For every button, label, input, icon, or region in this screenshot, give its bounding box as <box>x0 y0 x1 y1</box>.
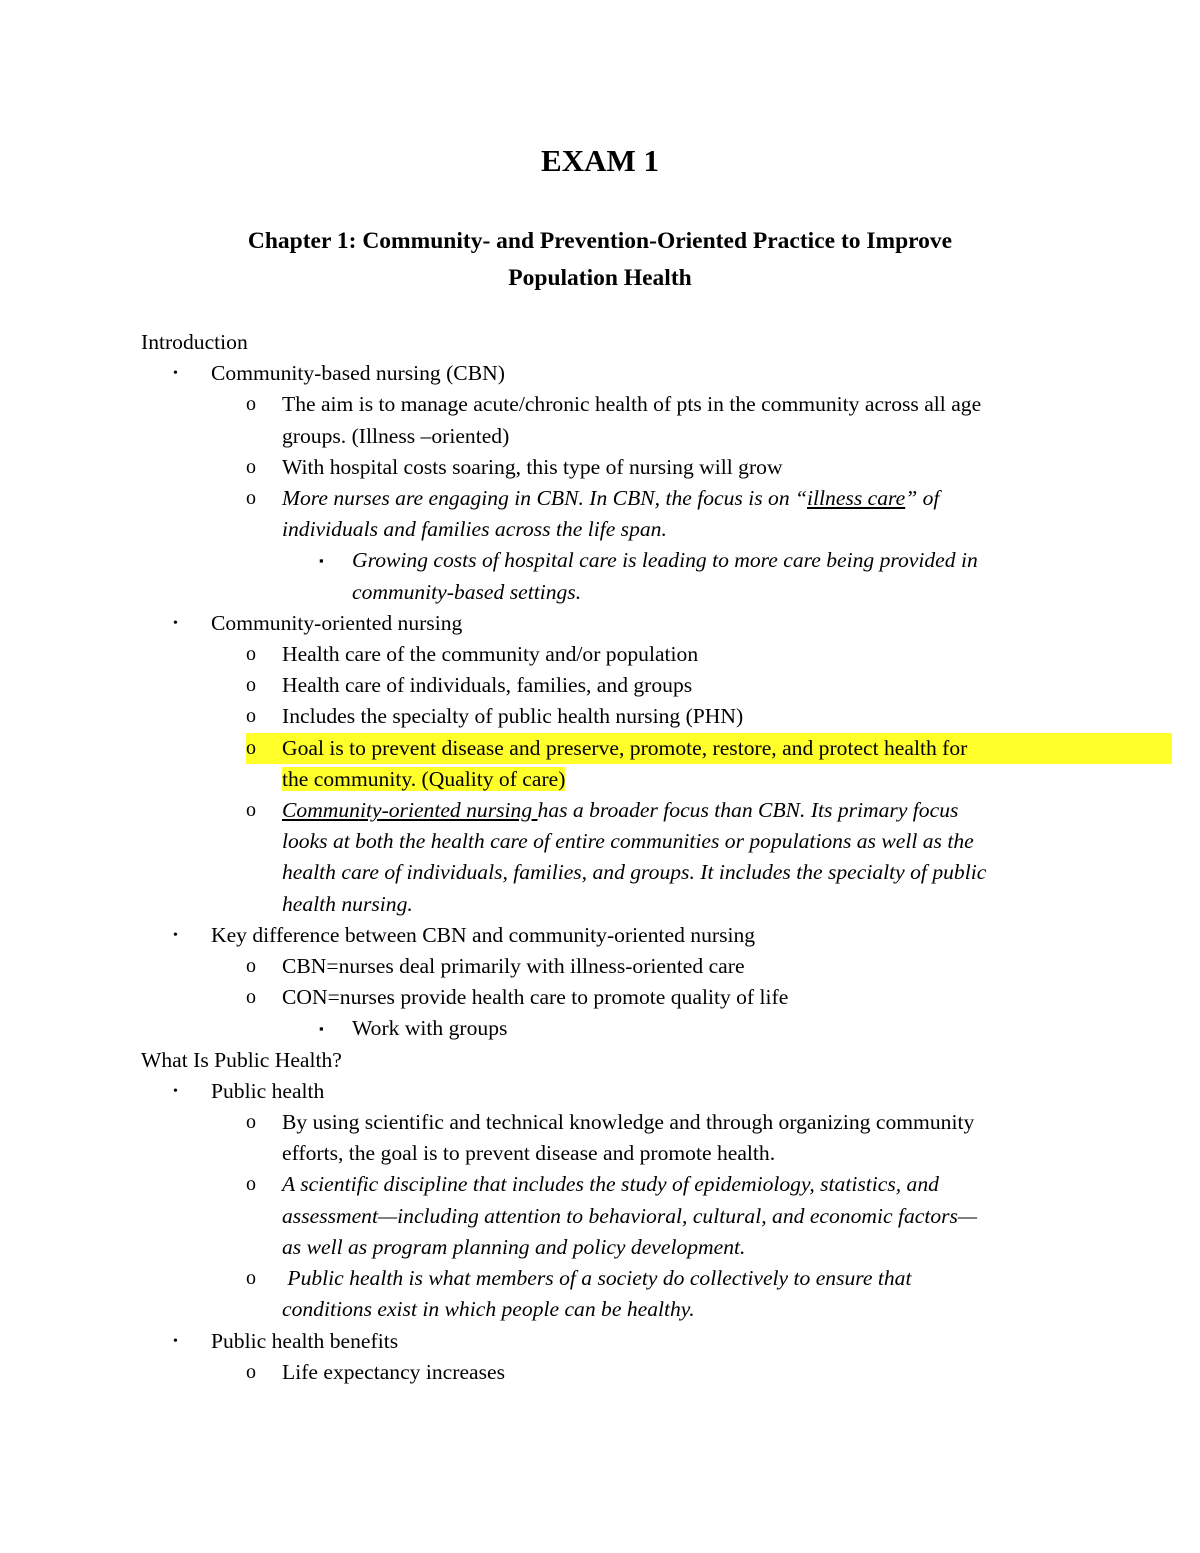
list-item-text: With hospital costs soaring, this type of nursing will grow <box>282 454 783 479</box>
list-item-text: Growing costs of hospital care is leading to more care being provided in <box>352 548 978 573</box>
list-item <box>141 795 1071 826</box>
circle-bullet-icon: o <box>246 1360 256 1383</box>
list-item-text: Public health benefits <box>211 1328 399 1353</box>
circle-bullet-icon: o <box>246 705 256 728</box>
list-item <box>141 670 1071 701</box>
list-item-text: More nurses are engaging in CBN. In CBN, the focus is on “ <box>282 486 808 511</box>
circle-bullet-icon: o <box>246 393 256 416</box>
list-item-continuation <box>141 1201 1071 1232</box>
list-item <box>141 1263 1071 1294</box>
list-item <box>141 982 1071 1013</box>
bullet-icon: • <box>173 1333 178 1349</box>
list-item-text: ” of <box>905 486 940 511</box>
circle-bullet-icon: o <box>246 1111 256 1134</box>
list-item <box>141 1169 1071 1200</box>
bullet-icon: • <box>173 366 178 382</box>
highlighted-list-item <box>141 733 1071 764</box>
chapter-heading-line-2: Population Health <box>508 265 692 291</box>
list-item <box>141 920 1071 951</box>
page-title: EXAM 1 <box>541 143 659 178</box>
list-item-text: Health care of the community and/or population <box>282 642 699 667</box>
list-item-text: Health care of individuals, families, and groups <box>282 673 693 698</box>
circle-bullet-icon: o <box>246 643 256 666</box>
list-item-text: health nursing. <box>282 891 413 916</box>
underlined-term: Community-oriented nursing <box>282 798 538 823</box>
list-item-text: efforts, the goal is to prevent disease and promote health. <box>282 1141 776 1166</box>
list-item-text: Goal is to prevent disease and preserve, promote, restore, and protect health for <box>282 735 968 760</box>
square-bullet-icon: ▪ <box>319 1021 324 1037</box>
list-item-text: looks at both the health care of entire communities or populations as well as the <box>282 829 974 854</box>
list-item-continuation <box>141 1138 1071 1169</box>
circle-bullet-icon: o <box>246 674 256 697</box>
list-item-text: The aim is to manage acute/chronic health of pts in the community across all age <box>282 392 982 417</box>
list-item-text: has a broader focus than CBN. Its primary focus <box>537 798 959 823</box>
list-item-text: conditions exist in which people can be healthy. <box>282 1297 695 1322</box>
underlined-term: illness care <box>807 486 906 511</box>
bullet-icon: • <box>173 927 178 943</box>
list-item <box>141 1076 1071 1107</box>
circle-bullet-icon: o <box>246 955 256 978</box>
list-item-text: Work with groups <box>352 1016 508 1041</box>
list-item <box>141 1013 1071 1044</box>
list-item-text: as well as program planning and policy development. <box>282 1234 746 1259</box>
list-item <box>141 1357 1071 1388</box>
list-item-text: Community-based nursing (CBN) <box>211 361 505 386</box>
list-item-continuation <box>141 826 1071 857</box>
list-item-text: A scientific discipline that includes the study of epidemiology, statistics, and <box>282 1172 939 1197</box>
list-item <box>141 639 1071 670</box>
list-item-continuation <box>141 421 1071 452</box>
list-item-text: health care of individuals, families, and groups. It includes the specialty of public <box>282 860 987 885</box>
list-item-text: Key difference between CBN and community-oriented nursing <box>211 922 756 947</box>
list-item-text: Public health <box>211 1078 325 1103</box>
list-item-text: CBN=nurses deal primarily with illness-oriented care <box>282 954 745 979</box>
section-heading-public-health: What Is Public Health? <box>141 1047 342 1072</box>
bullet-icon: • <box>173 615 178 631</box>
list-item <box>141 701 1071 732</box>
highlight <box>246 733 1172 764</box>
list-item-continuation <box>141 514 1071 545</box>
list-item <box>141 358 1071 389</box>
list-item-text: Life expectancy increases <box>282 1359 506 1384</box>
circle-bullet-icon: o <box>246 455 256 478</box>
bullet-icon: • <box>173 1083 178 1099</box>
list-item-text: assessment—including attention to behavioral, cultural, and economic factors— <box>282 1203 978 1228</box>
list-item <box>141 951 1071 982</box>
list-item <box>141 483 1071 514</box>
circle-bullet-icon: o <box>246 1173 256 1196</box>
section-heading-introduction: Introduction <box>141 330 248 354</box>
list-item <box>141 389 1071 420</box>
highlighted-list-item-continuation <box>141 764 1071 795</box>
list-item <box>141 608 1071 639</box>
list-item-text: the community. (Quality of care) <box>282 766 566 791</box>
circle-bullet-icon: o <box>246 1267 256 1290</box>
list-item-continuation <box>141 577 1071 608</box>
list-item-continuation <box>141 1294 1071 1325</box>
list-item-continuation <box>141 889 1071 920</box>
square-bullet-icon: ▪ <box>319 553 324 569</box>
list-item-text: Includes the specialty of public health nursing (PHN) <box>282 704 744 729</box>
document-body <box>141 327 1071 1388</box>
list-item <box>141 1326 1071 1357</box>
circle-bullet-icon: o <box>246 487 256 510</box>
list-item-text: groups. (Illness –oriented) <box>282 423 510 448</box>
circle-bullet-icon: o <box>246 736 256 759</box>
list-item <box>141 1107 1071 1138</box>
chapter-heading-line-1: Chapter 1: Community- and Prevention-Oriented Practice to Improve <box>247 228 953 254</box>
list-item-continuation <box>141 857 1071 888</box>
list-item <box>141 545 1071 576</box>
list-item <box>141 452 1071 483</box>
list-item-text: individuals and families across the life span. <box>282 517 667 542</box>
list-item-text: CON=nurses provide health care to promote quality of life <box>282 985 789 1010</box>
list-item-text: community-based settings. <box>352 579 582 604</box>
list-item-text: By using scientific and technical knowledge and through organizing community <box>282 1110 975 1135</box>
list-item-text: Public health is what members of a society do collectively to ensure that <box>282 1266 912 1291</box>
list-item-text: Community-oriented nursing <box>211 610 463 635</box>
list-item-continuation <box>141 1232 1071 1263</box>
chapter-heading <box>150 223 1050 297</box>
circle-bullet-icon: o <box>246 986 256 1009</box>
circle-bullet-icon: o <box>246 799 256 822</box>
